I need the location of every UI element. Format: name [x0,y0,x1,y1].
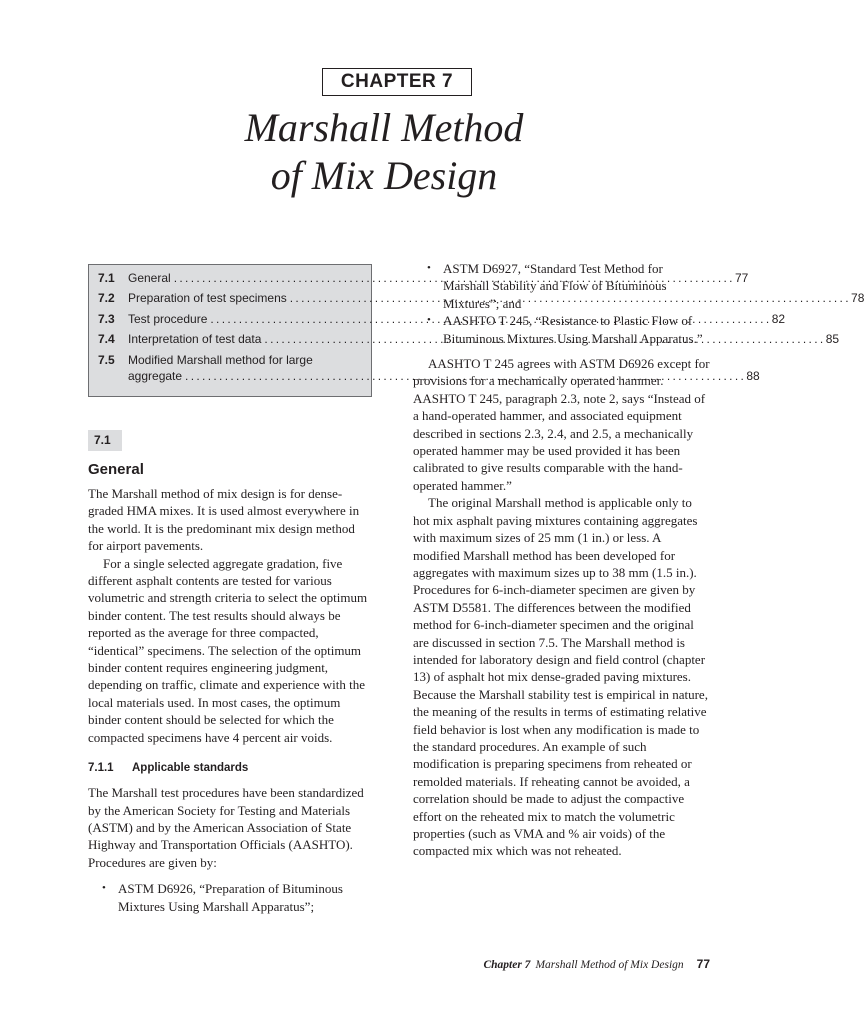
body-paragraph: The Marshall test procedures have been standardized by the American Society for Testing and Materials (ASTM) and by the American Association of State Highway and Transportation Officials (AASHTO). Procedures are given by: [88,785,364,870]
toc-entry-number: 7.1 [98,271,115,285]
standards-list-continued [413,260,710,347]
toc-entry-number: 7.5 [98,352,115,367]
section-heading: General [88,461,144,478]
chapter-title-line-1: Marshall Method [244,105,524,150]
toc-entry-number: 7.3 [98,311,115,326]
page-footer [483,957,710,971]
toc-entry-page: 82 [771,311,786,326]
list-item: • AASHTO T 245, “Resistance to Plastic Flow of Bituminous Mixtures Using Marshall Apparatus.” [413,312,710,347]
toc-entry[interactable] [98,352,760,384]
toc-entry[interactable] [98,270,749,286]
toc-entry-title: Test procedure [128,311,208,326]
toc-entry[interactable] [98,311,786,327]
toc-entry-page: 85 [825,332,840,347]
right-text-column [413,260,710,860]
list-item: • ASTM D6927, “Standard Test Method for Marshall Stability and Flow of Bituminous Mixtures”; and [413,260,710,312]
subsection-number: 7.1.1 [88,762,114,775]
toc-entry-page: 77 [735,271,749,285]
toc-entry[interactable] [98,331,840,347]
toc-entry[interactable] [98,290,864,306]
toc-entry-title: Modified Marshall method for large [128,352,313,367]
toc-entry-number: 7.2 [98,291,115,306]
toc-entry-title: Interpretation of test data [128,332,262,347]
toc-entry-title: Preparation of test specimens [128,291,287,306]
subsection-title: Applicable standards [132,762,249,775]
list-item: • ASTM D6926, “Preparation of Bituminous Mixtures Using Marshall Apparatus”; [88,880,372,915]
toc-entry-page: 88 [746,368,760,383]
chapter-title [0,104,768,200]
standards-list [88,880,372,915]
body-paragraph: The Marshall method of mix design is for dense-graded HMA mixes. It is used almost everywhere in the world. It is the predominant mix design method for airport pavements. [88,486,360,554]
toc-entry-title: General [128,271,171,285]
section-number-badge: 7.1 [88,430,122,451]
body-paragraph: AASHTO T 245 agrees with ASTM D6926 except for provisions for a mechanically operated hammer. AASHTO T 245, paragraph 2.3, note 2, says “Instead of a hand-operated hammer, and associated equipment described in sections 2.3, 2.4, and 2.5, a mechanically operated hammer may be used provided it has been calibrated to give results comparable with the hand-operated hammer.” [413,356,710,493]
toc-entry-number: 7.4 [98,332,115,347]
footer-title: Marshall Method of Mix Design [535,959,684,971]
footer-chapter: Chapter 7 [483,959,531,971]
page-number: 77 [696,957,710,971]
chapter-title-line-2: of Mix Design [270,153,498,198]
left-text-column [88,485,372,915]
toc-entry-page: 78 [851,291,864,306]
body-paragraph: The original Marshall method is applicable only to hot mix asphalt paving mixtures containing aggregates with maximum sizes of 25 mm (1 in.) or less. A modified Marshall method has been developed for aggregates with maximum sizes up to 38 mm (1.5 in.). Procedures for 6-inch-diameter specimen are given by ASTM D5581. The differences between the modified method for 6-inch-diameter specimen and the original are discussed in section 7.5. The Marshall method is intended for laboratory design and field control (chapter 13) of asphalt hot mix dense-graded paving mixtures. Because the Marshall stability test is empirical in nature, the meaning of the results in terms of estimating relative field behavior is lost when any modification is made to the standard procedures. An example of such modification is preparing specimens from reheated or remolded materials. If reheating cannot be avoided, a correlation should be made to adjust the compactive effort on the reheated mix to match the volumetric properties (such as VMA and % air voids) of the compacted mix which was not reheated. [413,495,708,859]
body-paragraph: For a single selected aggregate gradation, five different asphalt contents are tested for various volumetric and strength criteria to select the optimum binder content. The test results should always be reported as the average for three compacted, “identical” specimens. The selection of the optimum binder content requires engineering judgment, depending on traffic, climate and experience with the local materials used. In most cases, the optimum binder content should be selected for which the compacted specimens have 4 percent air voids. [88,555,368,745]
subsection-heading [88,760,372,776]
chapter-label: CHAPTER 7 [322,68,472,96]
toc-entry-title-continued: aggregate [128,368,183,383]
